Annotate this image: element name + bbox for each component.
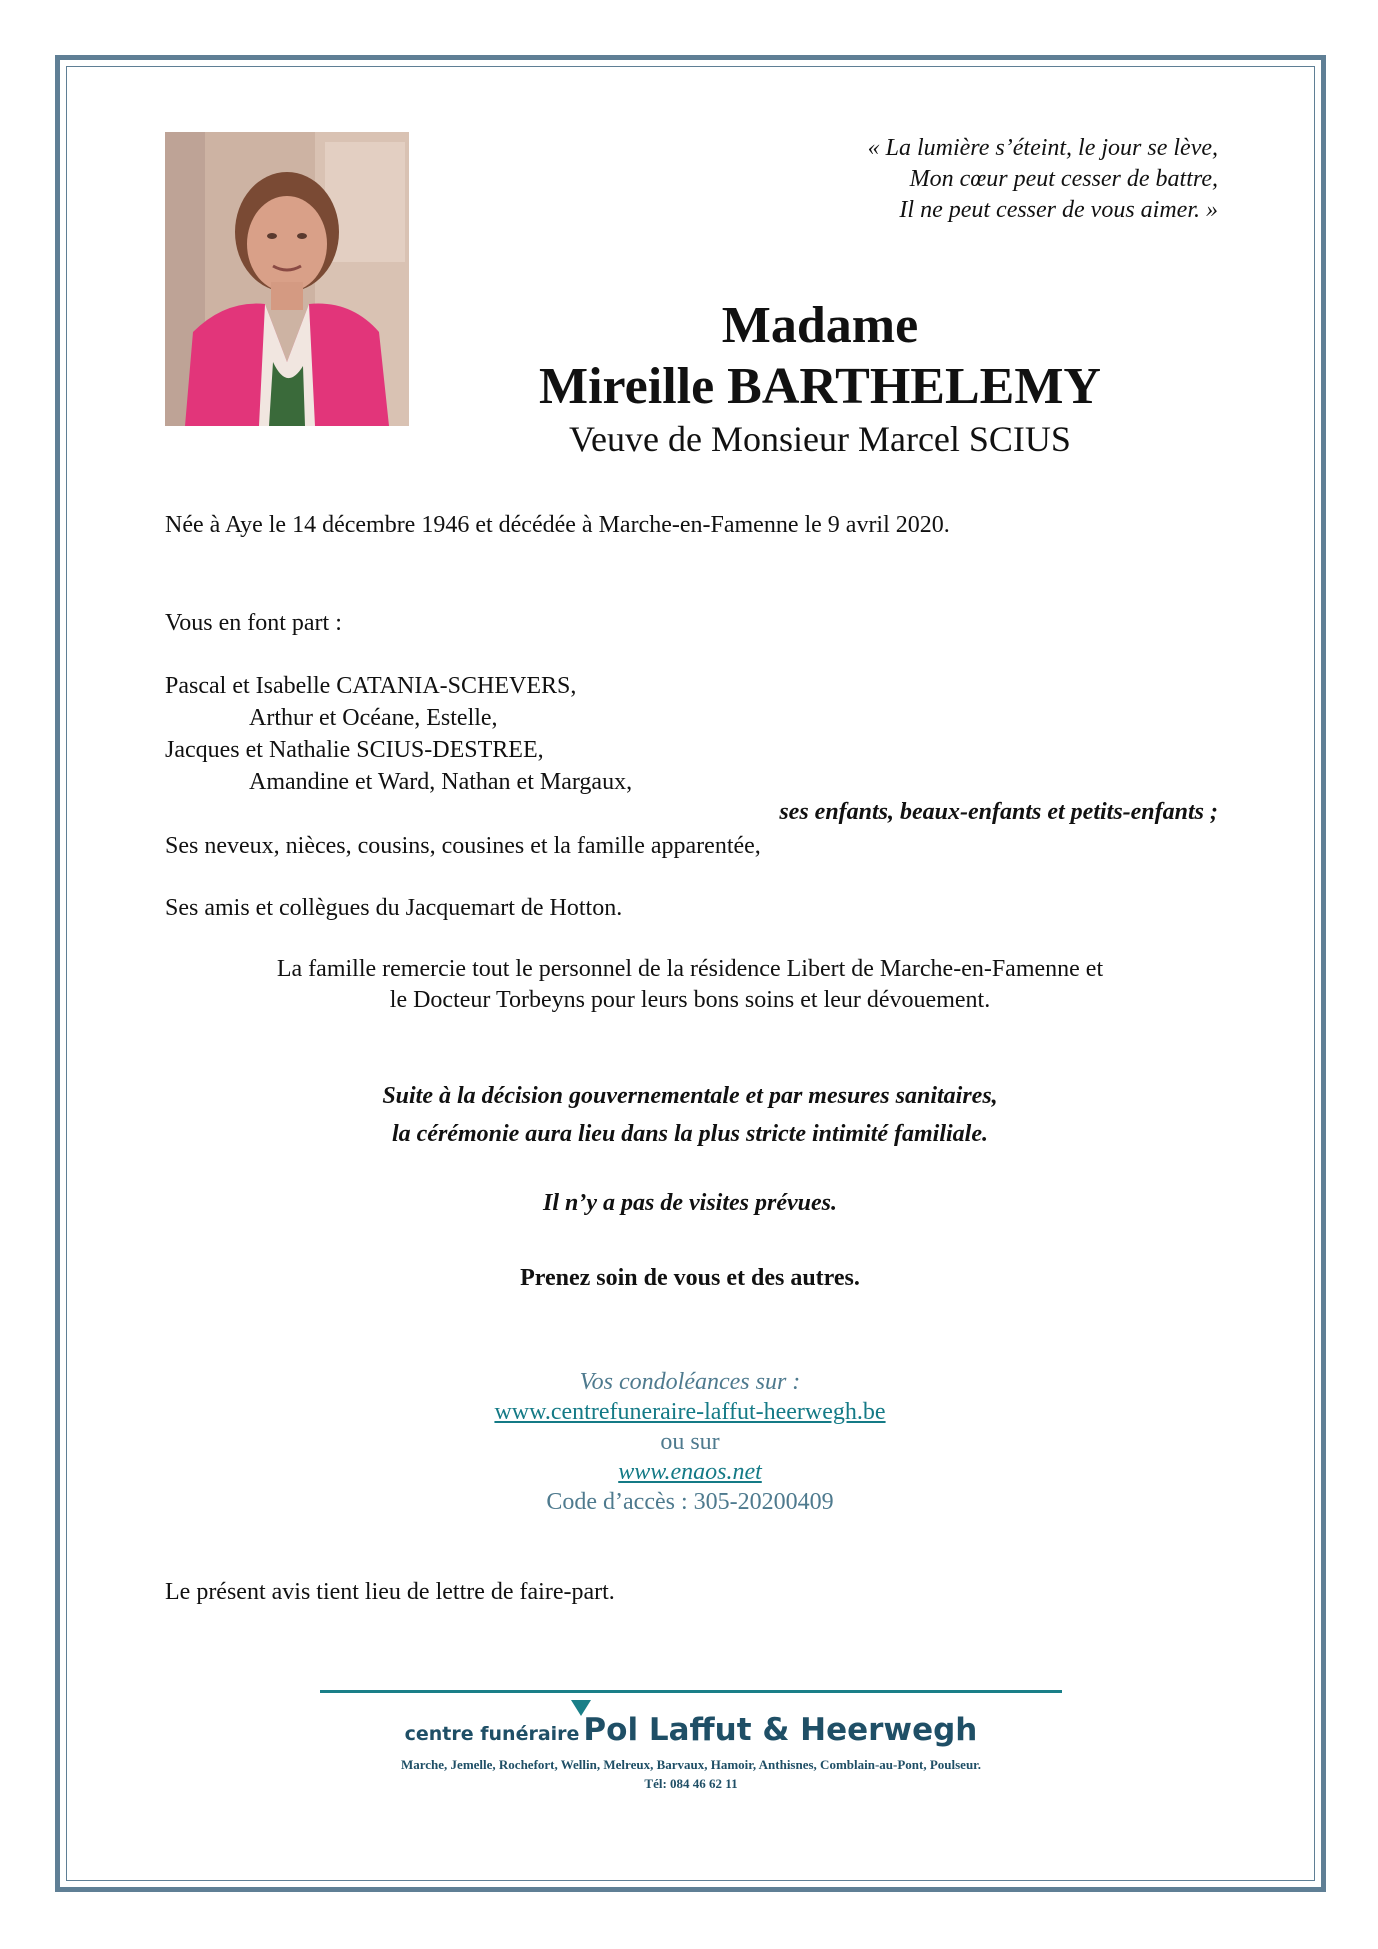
spouse-line: Veuve de Monsieur Marcel SCIUS xyxy=(569,419,1071,459)
no-visits-notice: Il n’y a pas de visites prévues. xyxy=(543,1190,837,1216)
logo-divider xyxy=(320,1690,1062,1693)
friends-line: Ses amis et collègues du Jacquemart de Hotton. xyxy=(165,895,623,921)
honorific: Madame xyxy=(721,297,919,354)
ceremony-line: Suite à la décision gouvernementale et par mesures sanitaires, xyxy=(382,1083,998,1109)
birth-death-line: Née à Aye le 14 décembre 1946 et décédée à Marche-en-Famenne le 9 avril 2020. xyxy=(165,512,950,538)
logo-small-text: centre funéraire xyxy=(404,1723,580,1745)
thanks-paragraph xyxy=(165,954,1215,1016)
condolences-block xyxy=(165,1367,1215,1517)
ceremony-line: la cérémonie aura lieu dans la plus stricte intimité familiale. xyxy=(391,1121,988,1147)
portrait-image xyxy=(165,132,409,426)
deceased-title xyxy=(470,296,1170,462)
footer-note: Le présent avis tient lieu de lettre de faire-part. xyxy=(165,1579,615,1605)
logo-big-text: Pol Laffut & Heerwegh xyxy=(583,1712,978,1748)
logo-towns: Marche, Jemelle, Rochefort, Wellin, Melreux, Barvaux, Hamoir, Anthisnes, Comblain-au-Pont, Poulseur. xyxy=(400,1757,982,1772)
family-line: Amandine et Ward, Nathan et Margaux, xyxy=(249,769,633,795)
children-label: ses enfants, beaux-enfants et petits-enfants ; xyxy=(779,799,1218,825)
logo-telephone: Tél: 084 46 62 11 xyxy=(644,1776,738,1791)
condolences-label: Vos condoléances sur : xyxy=(579,1369,801,1395)
access-code: Code d’accès : 305-20200409 xyxy=(546,1489,834,1515)
portrait-photo xyxy=(165,132,409,426)
family-line: Jacques et Nathalie SCIUS-DESTREE, xyxy=(165,737,544,763)
take-care-line: Prenez soin de vous et des autres. xyxy=(520,1265,860,1291)
family-line: Pascal et Isabelle CATANIA-SCHEVERS, xyxy=(165,673,577,699)
announcement-intro: Vous en font part : xyxy=(165,610,342,636)
condolences-or: ou sur xyxy=(660,1429,720,1455)
thanks-line: La famille remercie tout le personnel de la résidence Libert de Marche-en-Famenne et xyxy=(276,956,1104,982)
epitaph-quote xyxy=(658,133,1218,226)
quote-line: « La lumière s’éteint, le jour se lève, xyxy=(867,135,1218,161)
family-line: Arthur et Océane, Estelle, xyxy=(249,705,498,731)
relatives-line: Ses neveux, nièces, cousins, cousines et la famille apparentée, xyxy=(165,833,761,859)
condolences-website-link[interactable]: www.centrefuneraire-laffut-heerwegh.be xyxy=(494,1399,886,1425)
deceased-name: Mireille BARTHELEMY xyxy=(539,358,1101,415)
enaos-link[interactable]: www.enaos.net xyxy=(618,1459,762,1485)
ceremony-notice xyxy=(165,1077,1215,1153)
thanks-line: le Docteur Torbeyns pour leurs bons soins et leur dévouement. xyxy=(389,987,991,1013)
quote-line: Mon cœur peut cesser de battre, xyxy=(909,166,1218,192)
quote-line: Il ne peut cesser de vous aimer. » xyxy=(899,197,1218,223)
funeral-home-logo xyxy=(320,1712,1062,1748)
